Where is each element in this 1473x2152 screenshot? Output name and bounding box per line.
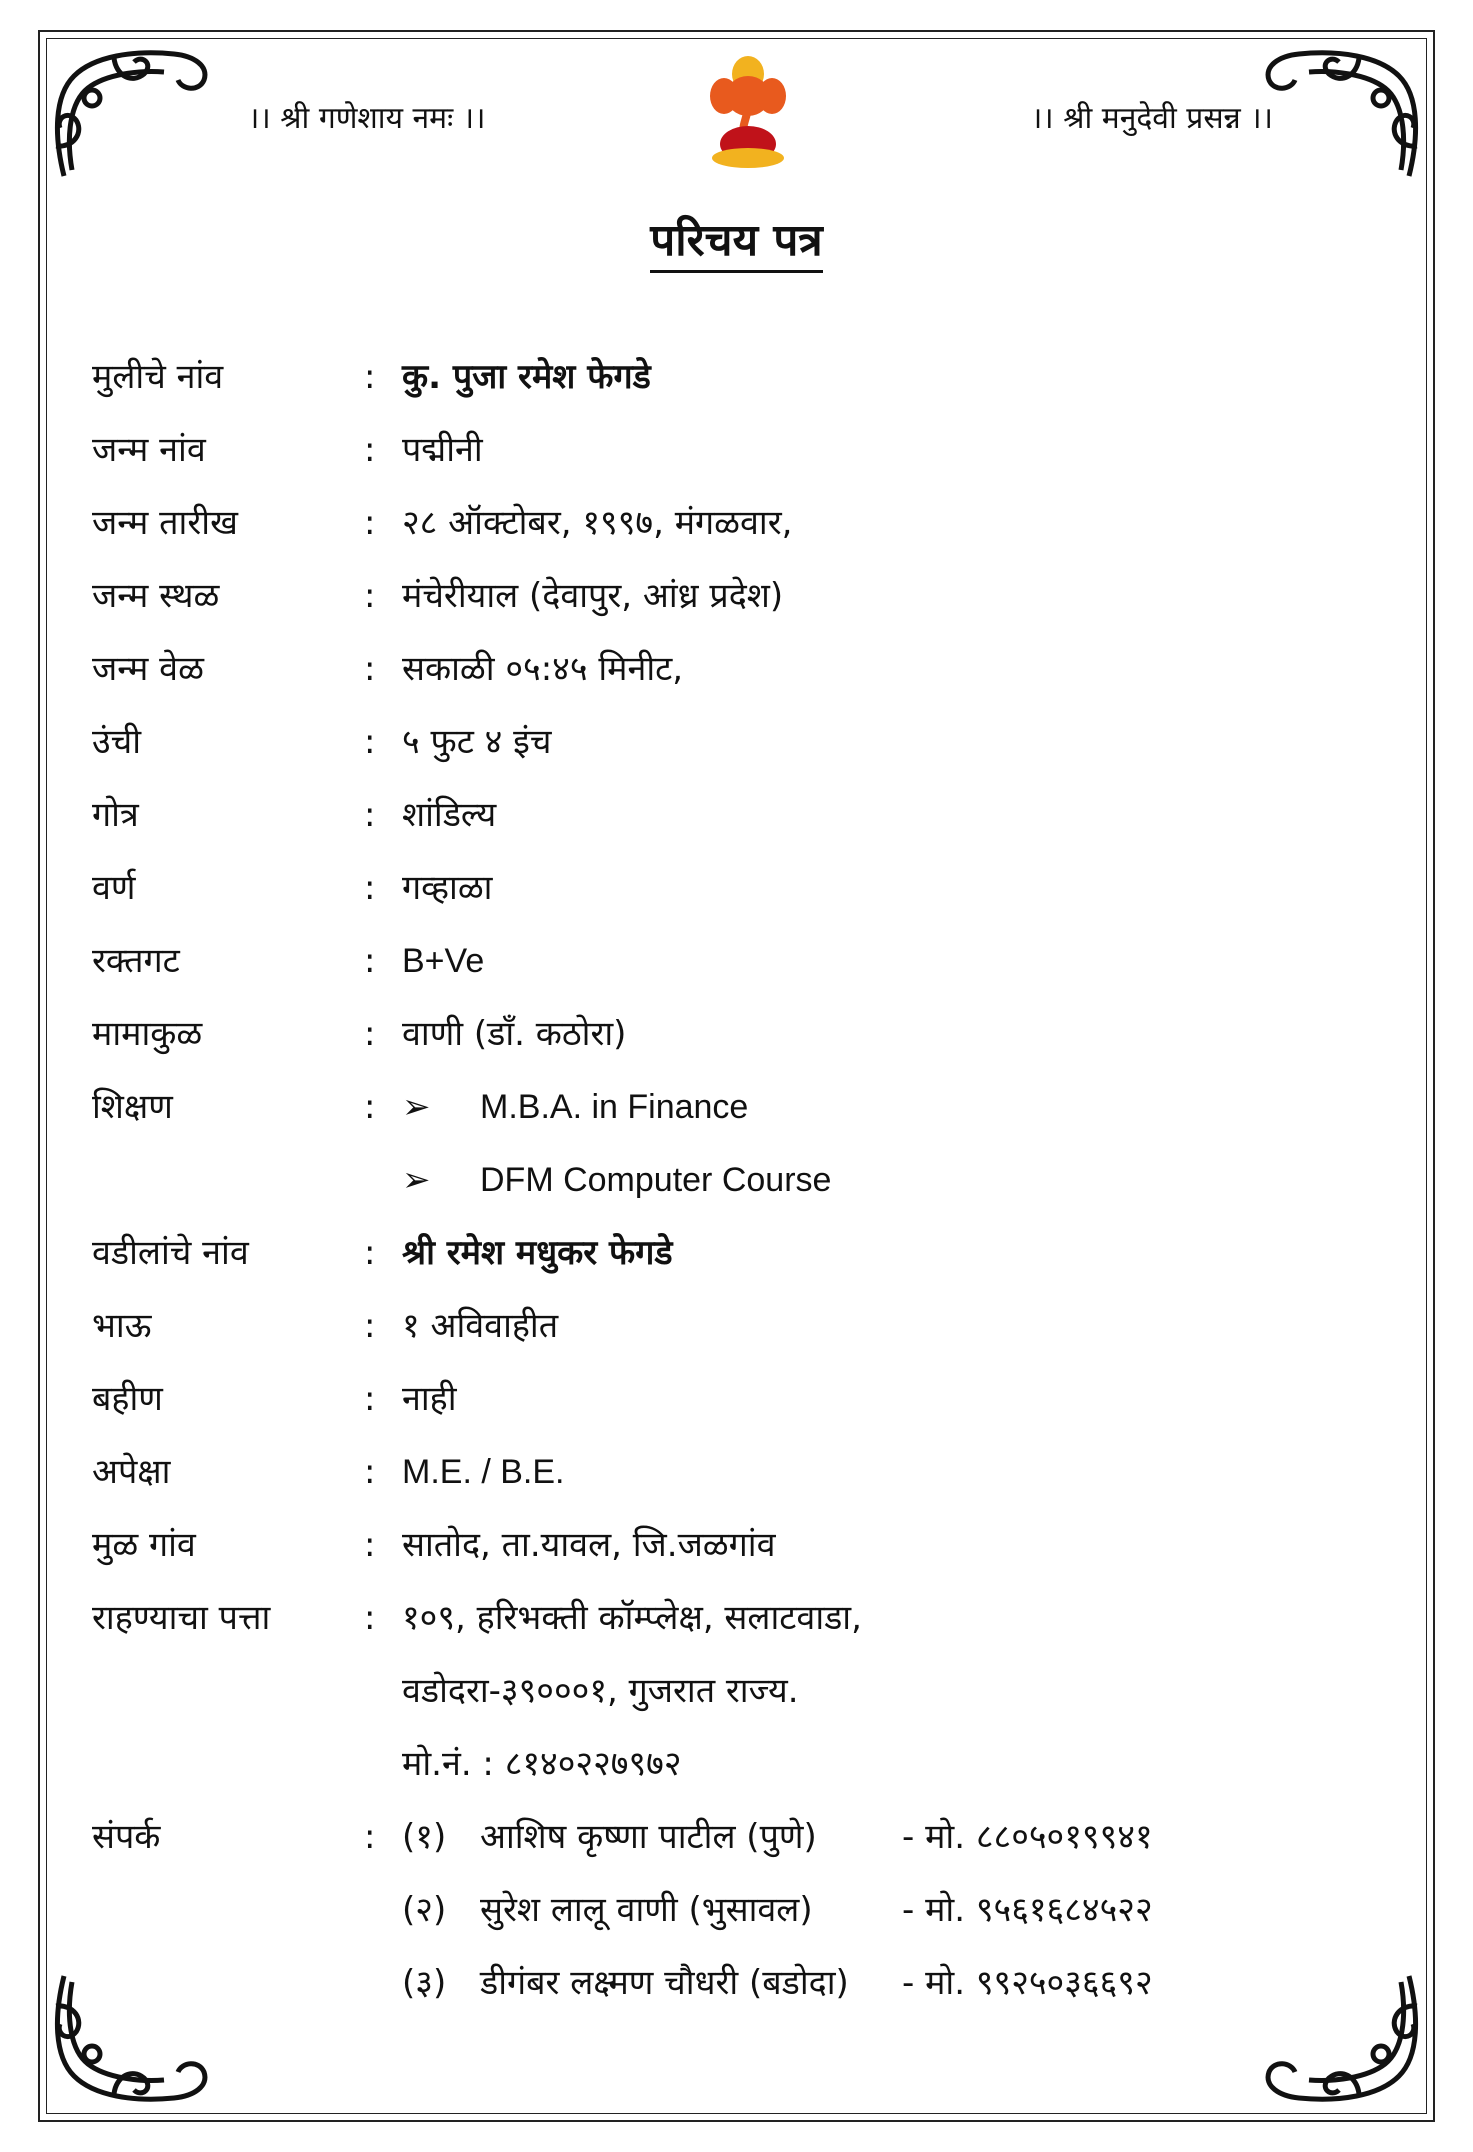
colon: : (364, 1817, 376, 1857)
colon: : (364, 357, 376, 397)
detail-label: रक्तगट (92, 941, 180, 981)
detail-row-birth-time (92, 644, 1412, 717)
detail-row-address (92, 1593, 1412, 1666)
ganesha-image (700, 52, 796, 170)
detail-row-gotra (92, 790, 1412, 863)
detail-value: सातोद, ता.यावल, जि.जळगांव (402, 1525, 776, 1565)
education-item: DFM Computer Course (480, 1161, 832, 1199)
detail-value: गव्हाळा (402, 868, 493, 908)
contact-number: (३) (402, 1963, 447, 2003)
colon: : (364, 649, 376, 689)
detail-label: शिक्षण (92, 1087, 173, 1127)
detail-label: मुळ गांव (92, 1525, 196, 1565)
contact-number: (१) (402, 1817, 447, 1857)
colon: : (364, 430, 376, 470)
detail-row-complexion (92, 863, 1412, 936)
colon: : (364, 1014, 376, 1054)
detail-value: पद्मीनी (402, 430, 483, 470)
colon: : (364, 576, 376, 616)
detail-label: वर्ण (92, 868, 136, 908)
invocation-left: ।। श्री गणेशाय नमः ।। (248, 101, 486, 136)
detail-row-address-3 (92, 1739, 1412, 1812)
contact-row (92, 1885, 1412, 1958)
detail-label: गोत्र (92, 795, 139, 835)
corner-ornament-top-left (44, 36, 219, 186)
detail-value: शांडिल्य (402, 795, 497, 835)
detail-label: वडीलांचे नांव (92, 1233, 249, 1273)
detail-value: B+Ve (402, 942, 485, 980)
education-item: M.B.A. in Finance (480, 1088, 749, 1126)
detail-label: जन्म नांव (92, 430, 206, 470)
detail-value: M.E. / B.E. (402, 1453, 565, 1491)
detail-row-education (92, 1082, 1412, 1155)
detail-label: जन्म वेळ (92, 649, 204, 689)
detail-row-father-name (92, 1228, 1412, 1301)
colon: : (364, 503, 376, 543)
colon: : (364, 1525, 376, 1565)
corner-ornament-top-right (1254, 36, 1429, 186)
detail-value: ५ फुट ४ इंच (402, 722, 552, 762)
colon: : (364, 795, 376, 835)
invocation-right: ।। श्री मनुदेवी प्रसन्न ।। (1030, 101, 1273, 136)
address-phone: मो.नं. : ८१४०२२७९७२ (402, 1744, 682, 1784)
detail-label: राहण्याचा पत्ता (92, 1598, 271, 1638)
address-line: वडोदरा-३९०००१, गुजरात राज्य. (402, 1671, 799, 1711)
detail-value: श्री रमेश मधुकर फेगडे (402, 1233, 673, 1273)
colon: : (364, 868, 376, 908)
contact-number: (२) (402, 1890, 447, 1930)
arrow-bullet-icon: ➢ (402, 1087, 431, 1127)
detail-row-expectation (92, 1447, 1412, 1520)
detail-row-birth-date (92, 498, 1412, 571)
colon: : (364, 722, 376, 762)
colon: : (364, 1087, 376, 1127)
detail-label: संपर्क (92, 1817, 161, 1857)
detail-row-education-2 (92, 1155, 1412, 1228)
detail-label: भाऊ (92, 1306, 152, 1346)
detail-value: कु. पुजा रमेश फेगडे (402, 357, 651, 397)
document-title (0, 208, 1473, 268)
detail-row-name (92, 352, 1412, 425)
detail-label: मुलीचे नांव (92, 357, 224, 397)
detail-row-brother (92, 1301, 1412, 1374)
contact-phone: - मो. ९५६१६८४५२२ (902, 1890, 1153, 1930)
detail-value: मंचेरीयाल (देवापुर, आंध्र प्रदेश) (402, 576, 784, 616)
profile-details (92, 352, 1412, 2031)
detail-row-address-2 (92, 1666, 1412, 1739)
contact-row (92, 1812, 1412, 1885)
detail-value: वाणी (डॉं. कठोरा) (402, 1014, 627, 1054)
detail-value: १ अविवाहीत (402, 1306, 559, 1346)
contact-name: आशिष कृष्णा पाटील (पुणे) (480, 1817, 817, 1857)
detail-label: जन्म तारीख (92, 503, 238, 543)
contact-name: डीगंबर लक्ष्मण चौधरी (बडोदा) (480, 1963, 849, 2003)
detail-label: जन्म स्थळ (92, 576, 220, 616)
detail-value: नाही (402, 1379, 457, 1419)
detail-label: उंची (92, 722, 142, 762)
colon: : (364, 1306, 376, 1346)
colon: : (364, 1452, 376, 1492)
contact-phone: - मो. ९९२५०३६६९२ (902, 1963, 1153, 2003)
detail-row-blood-group (92, 936, 1412, 1009)
detail-row-sister (92, 1374, 1412, 1447)
contact-name: सुरेश लालू वाणी (भुसावल) (480, 1890, 813, 1930)
detail-label: मामाकुळ (92, 1014, 203, 1054)
detail-row-birth-name (92, 425, 1412, 498)
detail-label: अपेक्षा (92, 1452, 171, 1492)
detail-value: २८ ऑक्टोबर, १९९७, मंगळवार, (402, 503, 793, 543)
detail-row-height (92, 717, 1412, 790)
colon: : (364, 1598, 376, 1638)
detail-row-native-place (92, 1520, 1412, 1593)
address-line: १०९, हरिभक्ती कॉम्प्लेक्ष, सलाटवाडा, (402, 1598, 862, 1638)
contact-phone: - मो. ८८०५०१९९४१ (902, 1817, 1153, 1857)
colon: : (364, 1379, 376, 1419)
colon: : (364, 1233, 376, 1273)
detail-label: बहीण (92, 1379, 163, 1419)
detail-row-birth-place (92, 571, 1412, 644)
arrow-bullet-icon: ➢ (402, 1160, 431, 1200)
document-title-text: परिचय पत्र (650, 215, 822, 273)
contact-row (92, 1958, 1412, 2031)
colon: : (364, 941, 376, 981)
detail-row-maternal-family (92, 1009, 1412, 1082)
detail-value: सकाळी ०५:४५ मिनीट, (402, 649, 684, 689)
